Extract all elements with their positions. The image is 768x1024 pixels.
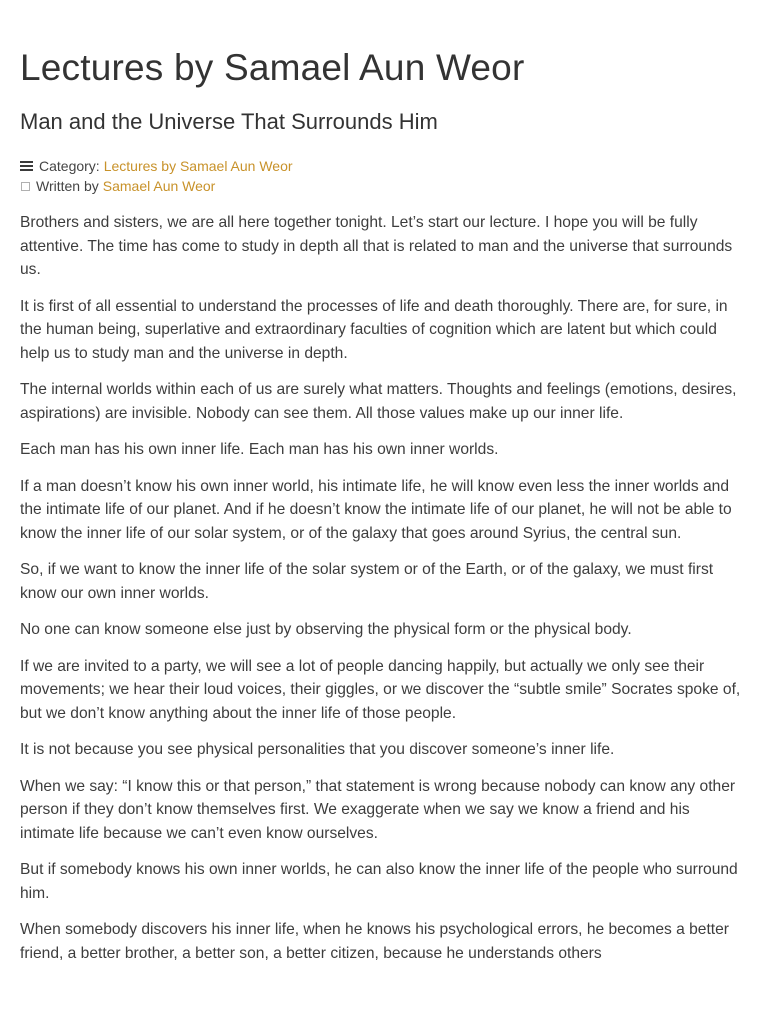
category-link[interactable]: Lectures by Samael Aun Weor xyxy=(103,158,293,174)
article-meta xyxy=(20,156,748,196)
author-label: Written by xyxy=(36,178,99,194)
paragraph: When somebody discovers his inner life, when he knows his psychological errors, he becomes a better friend, a better brother, a better son, a better citizen, because he understands others xyxy=(20,921,729,962)
site-title: Lectures by Samael Aun Weor xyxy=(20,47,525,88)
paragraph: Each man has his own inner life. Each man has his own inner worlds. xyxy=(20,441,499,458)
article-title: Man and the Universe That Surrounds Him xyxy=(20,109,438,134)
author-row xyxy=(20,176,748,196)
paragraph: So, if we want to know the inner life of the solar system or of the Earth, or of the galaxy, we must first know our own inner worlds. xyxy=(20,561,714,602)
article-body xyxy=(20,211,748,965)
paragraph: It is first of all essential to understand the processes of life and death thoroughly. There are, for sure, in the human being, superlative and extraordinary faculties of cognition which are latent but which could help us to study man and the universe in depth. xyxy=(20,297,728,362)
list-icon xyxy=(20,160,33,172)
paragraph: Brothers and sisters, we are all here together tonight. Let’s start our lecture. I hope you will be fully attentive. The time has come to study in depth all that is related to man and the universe that surrounds us. xyxy=(20,214,733,278)
paragraph: When we say: “I know this or that person,” that statement is wrong because nobody can know any other person if they don’t know themselves first. We exaggerate when we say we know a friend and his intimate life because we can’t even know ourselves. xyxy=(20,777,736,842)
paragraph: If we are invited to a party, we will see a lot of people dancing happily, but actually we only see their movements; we hear their loud voices, their giggles, or we discover the “subtle smile” Socrates spoke of, but we don’t know anything about the inner life of those people. xyxy=(20,657,741,722)
paragraph: If a man doesn’t know his own inner world, his intimate life, he will know even less the inner worlds and the intimate life of our planet. And if he doesn’t know the intimate life of our planet, he will not be able to know the inner life of our solar system, or of the galaxy that goes around Syrius, the central sun. xyxy=(20,477,732,542)
category-label: Category: xyxy=(39,158,100,174)
paragraph: No one can know someone else just by observing the physical form or the physical body. xyxy=(20,621,632,638)
author-link[interactable]: Samael Aun Weor xyxy=(102,178,216,194)
paragraph: It is not because you see physical personalities that you discover someone’s inner life. xyxy=(20,741,615,758)
paragraph: The internal worlds within each of us are surely what matters. Thoughts and feelings (emotions, desires, aspirations) are invisible. Nobody can see them. All those values make up our inner life. xyxy=(20,381,737,422)
category-row xyxy=(20,156,748,176)
user-icon xyxy=(21,182,30,191)
paragraph: But if somebody knows his own inner worlds, he can also know the inner life of the people who surround him. xyxy=(20,861,738,902)
